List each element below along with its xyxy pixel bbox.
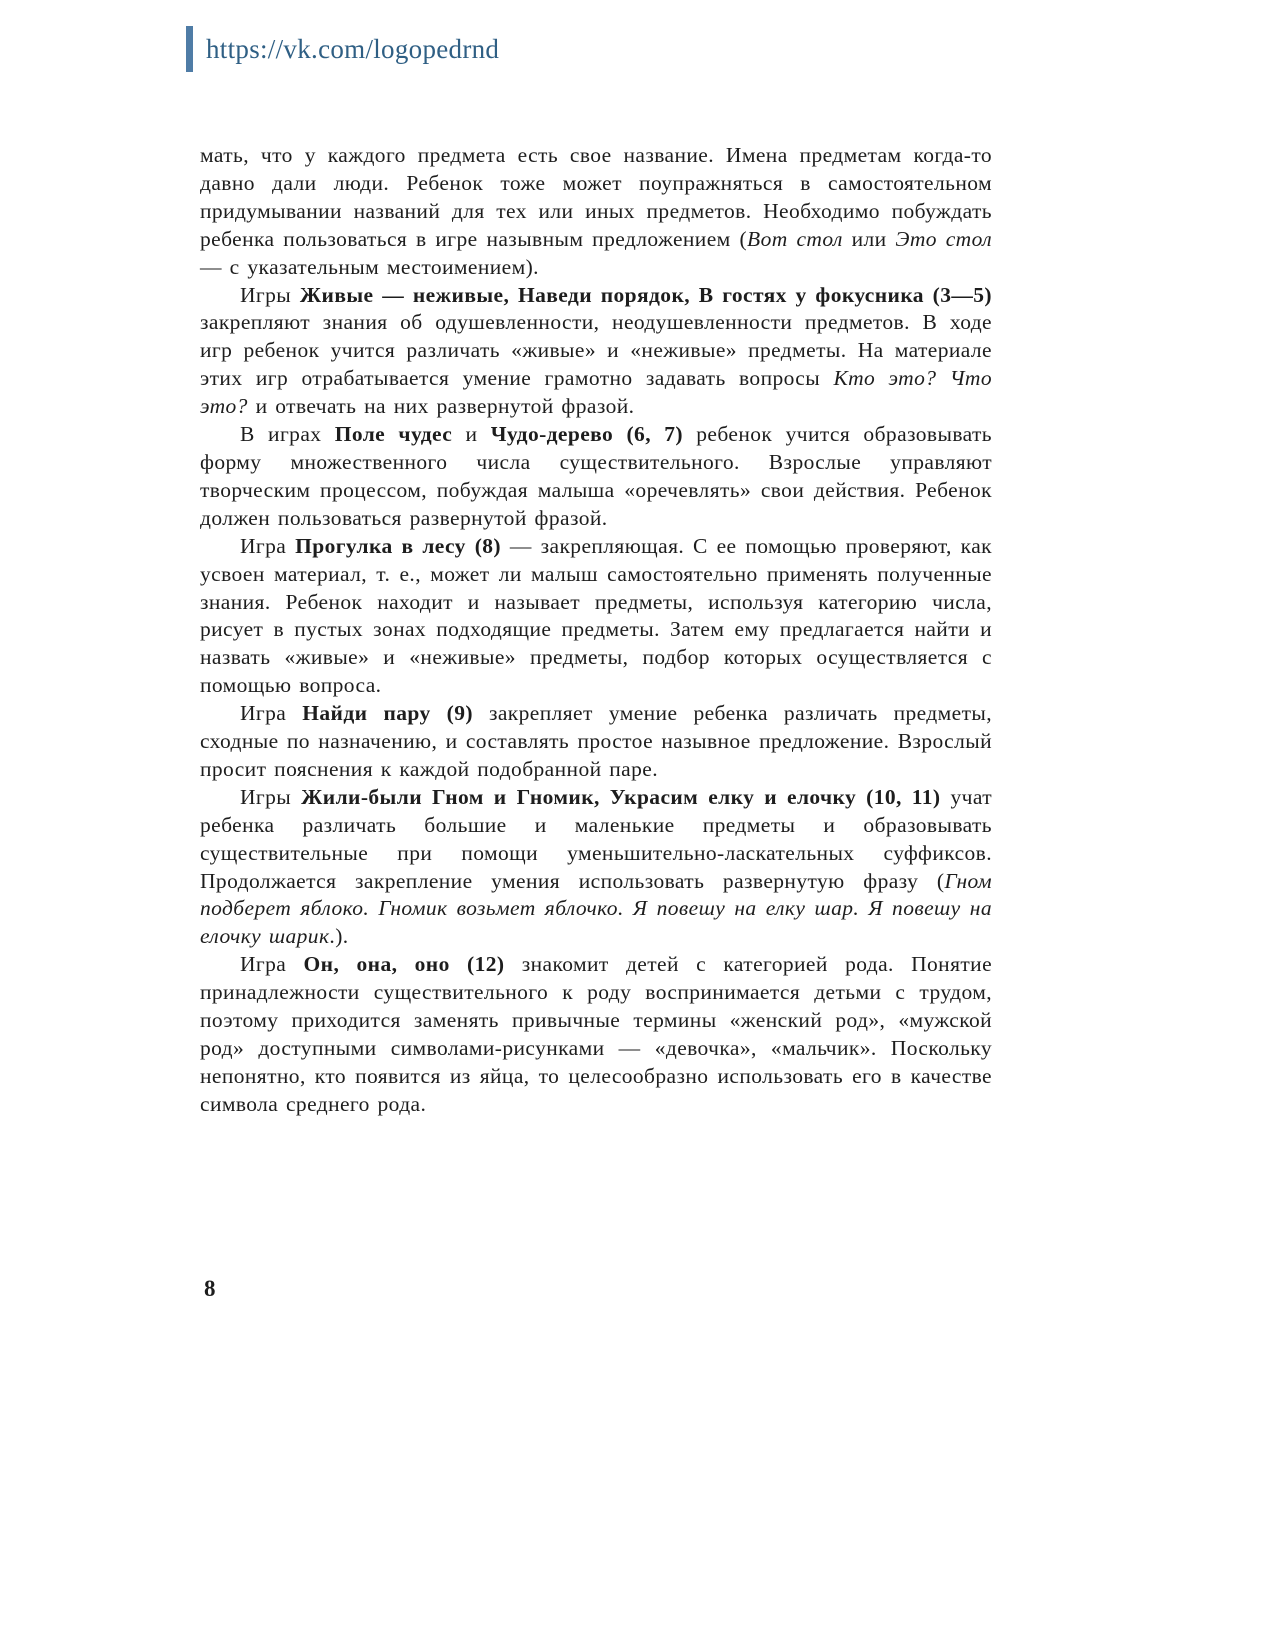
game-title-text: Живые — неживые, Наведи порядок, В гостях у фокусника (3—5) (299, 282, 992, 307)
game-title-text: Он, она, оно (12) (303, 952, 505, 977)
body-text: знакомит детей с категорией рода. Понятие принадлежности существительного к роду воспринимается детьми с трудом, поэтому приходится заменять привычные термины «женский род», «мужской род» доступными символами-рисунками — «девочка», «мальчик». Поскольку непонятно, кто появится из яйца, то целесообразно использовать его в качестве символа среднего рода. (200, 952, 993, 1116)
paragraph (200, 700, 992, 784)
vk-watermark-link[interactable]: https://vk.com/logopedrnd (206, 33, 500, 64)
example-phrase-text: Гном подберет яблоко. Гномик возьмет яблочко. Я повешу на елку шар. Я повешу на елочку шарик (200, 868, 992, 949)
paragraph (200, 282, 992, 422)
example-phrase-text: Вот стол (747, 226, 843, 251)
body-text: ребенок учится образовывать форму множественного числа существительного. Взрослые управляют творческим процессом, побуждая малыша «оречевлять» свои действия. Ребенок должен пользоваться развернутой фразой. (200, 422, 992, 530)
paragraph (200, 951, 992, 1118)
page-number: 8 (204, 1276, 216, 1301)
example-phrase-text: Это стол (895, 226, 993, 251)
game-title-text: Найди пару (9) (302, 701, 473, 726)
body-text: мать, что у каждого предмета есть свое название. Имена предметам когда-то давно дали люди. Ребенок тоже может поупражняться в самостоятельном придумывании названий для тех или иных предметов. Необходимо побуждать ребенка пользоваться в игре назывным предложением ( (200, 143, 992, 251)
body-text: Игра (240, 701, 303, 726)
game-title-text: Жили-были Гном и Гномик, Украсим елку и елочку (10, 11) (301, 784, 941, 809)
game-title-text: Прогулка в лесу (8) (295, 533, 501, 558)
text-column (200, 142, 992, 1119)
body-text: .). (329, 924, 349, 949)
paragraph (200, 784, 992, 951)
game-title-text: Поле чудес (334, 422, 453, 447)
body-text: — с указательным местоимением). (200, 254, 539, 279)
body-text: учат ребенка различать большие и маленькие предметы и образовывать существительные при помощи уменьшительно-ласкательных суффиксов. Продолжается закрепление умения использовать развернутую фразу ( (200, 784, 993, 893)
example-phrase-text: Кто это? Что это? (200, 366, 993, 419)
body-text: и (452, 422, 491, 447)
body-text: — закрепляющая. С ее помощью проверяют, как усвоен материал, т. е., может ли малыш самостоятельно применять полученные знания. Ребенок находит и называет предметы, используя категорию числа, рисует в пустых зонах подходящие предметы. Затем ему предлагается найти и назвать «живые» и «неживые» предметы, подбор которых осуществляется с помощью вопроса. (200, 533, 992, 698)
watermark-header (186, 26, 499, 72)
body-text: Игра (240, 952, 304, 977)
body-text: закрепляет умение ребенка различать предметы, сходные по назначению, и составлять простое назывное предложение. Взрослый просит пояснения к каждой подобранной паре. (200, 701, 993, 781)
paragraph (200, 142, 992, 282)
body-text: и отвечать на них развернутой фразой. (247, 394, 635, 419)
paragraph (200, 533, 992, 700)
game-title-text: Чудо-дерево (6, 7) (490, 422, 683, 447)
paragraph (200, 421, 992, 533)
body-text: закрепляют знания об одушевленности, неодушевленности предметов. В ходе игр ребенок учится различать «живые» и «неживые» предметы. На материале этих игр отрабатывается умение грамотно задавать вопросы (200, 310, 992, 391)
body-text: или (842, 226, 896, 251)
body-text: Игры (240, 282, 300, 307)
body-text: Игры (240, 784, 302, 809)
body-text: В играх (240, 422, 335, 447)
vertical-bar-decoration (186, 26, 193, 72)
body-text: Игра (240, 533, 296, 558)
